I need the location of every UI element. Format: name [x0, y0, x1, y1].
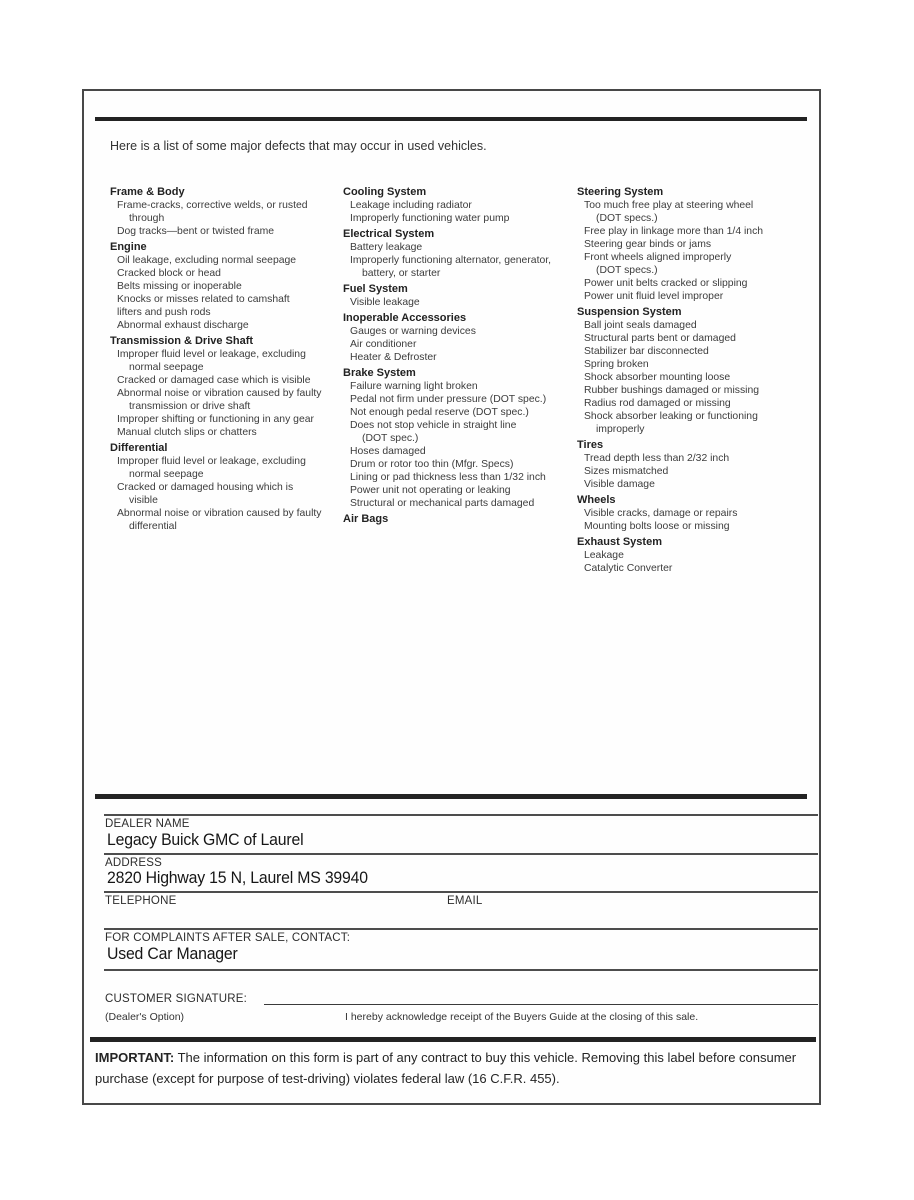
defect-item — [343, 380, 573, 393]
defect-item — [110, 348, 336, 374]
dealers-option-note: (Dealer's Option) — [105, 1011, 185, 1023]
telephone-top-line — [104, 891, 818, 893]
defect-item — [110, 254, 336, 267]
defect-item — [110, 225, 336, 238]
defect-item — [343, 241, 573, 254]
buyers-guide-back-page — [82, 89, 821, 1105]
dealer-section-divider-rule — [95, 794, 807, 799]
defect-item-line: Battery leakage — [350, 242, 423, 253]
section-title: Frame & Body — [110, 186, 185, 198]
defect-item-line: Cracked or damaged housing which is — [117, 482, 294, 493]
defect-item-line: Tread depth less than 2/32 inch — [584, 453, 730, 464]
defect-section — [110, 241, 336, 332]
customer-signature-label: CUSTOMER SIGNATURE: — [105, 993, 248, 1005]
section-title: Engine — [110, 241, 147, 253]
section-title: Fuel System — [343, 283, 408, 295]
defect-item-line: Hoses damaged — [350, 446, 426, 457]
defect-item — [110, 507, 336, 533]
defect-item — [110, 387, 336, 413]
defect-section — [343, 513, 573, 526]
section-title: Suspension System — [577, 306, 682, 318]
important-text: The information on this form is part of any contract to buy this vehicle. Removing this label before consumer purchase (except for purpose of test-driving) violates federal law (16 C.F.R. 455). — [95, 1050, 797, 1086]
defect-item-line: Structural or mechanical parts damaged — [350, 498, 535, 509]
complaints-contact-value: Used Car Manager — [107, 944, 238, 963]
defect-item-line: Ball joint seals damaged — [584, 320, 697, 331]
section-title: Wheels — [577, 494, 616, 506]
defect-item-line: Steering gear binds or jams — [584, 239, 712, 250]
defect-item — [577, 410, 817, 436]
defect-item-line: Improper shifting or functioning in any gear — [117, 414, 314, 425]
defect-item-line: Not enough pedal reserve (DOT spec.) — [350, 407, 529, 418]
defect-item-line: Visible damage — [584, 479, 655, 490]
defect-section — [577, 494, 817, 533]
defect-item-line: Power unit not operating or leaking — [350, 485, 511, 496]
defect-item — [110, 199, 336, 225]
section-title: Electrical System — [343, 228, 435, 240]
defect-item-line: Knocks or misses related to camshaft — [117, 294, 290, 305]
defect-item — [343, 254, 573, 280]
defect-item-line: Belts missing or inoperable — [117, 281, 242, 292]
defect-item-line: Power unit belts cracked or slipping — [584, 278, 748, 289]
defect-item — [577, 371, 817, 384]
defect-item-line: Gauges or warning devices — [350, 326, 476, 337]
defect-item-line: Abnormal exhaust discharge — [117, 320, 249, 331]
defect-item — [343, 419, 573, 445]
defect-item-wrap-line: lifters and push rods — [117, 307, 211, 318]
defect-item — [343, 497, 573, 510]
complaints-top-line — [104, 928, 818, 930]
section-title: Air Bags — [343, 513, 389, 525]
defect-item — [577, 277, 817, 290]
address-label: ADDRESS — [105, 857, 162, 869]
defect-item — [577, 199, 817, 225]
defect-item — [343, 351, 573, 364]
defect-item-line: Dog tracks—bent or twisted frame — [117, 226, 275, 237]
important-divider-rule — [90, 1037, 816, 1042]
defect-item-line: Radius rod damaged or missing — [584, 398, 731, 409]
defect-item — [577, 507, 817, 520]
defect-item — [577, 397, 817, 410]
defect-item-line: Frame-cracks, corrective welds, or rusted — [117, 200, 308, 211]
defect-item — [343, 484, 573, 497]
defect-item-line: Cracked or damaged case which is visible — [117, 375, 311, 386]
dealer-name-label: DEALER NAME — [105, 818, 190, 830]
top-divider-rule — [95, 117, 807, 121]
defect-item-line: Leakage — [584, 550, 624, 561]
defect-section — [110, 335, 336, 439]
defect-section — [577, 186, 817, 303]
address-top-line — [104, 853, 818, 855]
defect-item — [577, 452, 817, 465]
defect-item-line: Power unit fluid level improper — [584, 291, 724, 302]
defect-section — [577, 439, 817, 491]
defect-item-line: Leakage including radiator — [350, 200, 472, 211]
defect-section — [110, 442, 336, 533]
defect-item — [343, 445, 573, 458]
defect-item-line: Mounting bolts loose or missing — [584, 521, 730, 532]
defect-item — [577, 345, 817, 358]
defect-item — [577, 290, 817, 303]
defect-item-wrap-line: battery, or starter — [362, 268, 441, 279]
defect-item-wrap-line: transmission or drive shaft — [129, 401, 251, 412]
defect-item — [110, 455, 336, 481]
defect-item-line: Visible leakage — [350, 297, 420, 308]
defect-item-line: Improper fluid level or leakage, excluding — [117, 349, 306, 360]
defect-item — [343, 406, 573, 419]
defect-item — [110, 293, 336, 319]
defect-item-wrap-line: (DOT specs.) — [596, 213, 658, 224]
section-title: Inoperable Accessories — [343, 312, 467, 324]
defect-item-line: Front wheels aligned improperly — [584, 252, 732, 263]
defect-section — [343, 228, 573, 280]
defects-column-2 — [343, 186, 573, 526]
defect-item-wrap-line: visible — [129, 495, 158, 506]
defect-item-line: Stabilizer bar disconnected — [584, 346, 709, 357]
defect-item-line: Visible cracks, damage or repairs — [584, 508, 738, 519]
defect-item-line: Spring broken — [584, 359, 649, 370]
defect-section — [343, 312, 573, 364]
section-title: Steering System — [577, 186, 664, 198]
defect-item — [110, 426, 336, 439]
address-value: 2820 Highway 15 N, Laurel MS 39940 — [107, 868, 368, 887]
section-title: Cooling System — [343, 186, 427, 198]
defect-section — [110, 186, 336, 238]
complaints-bottom-line — [104, 969, 818, 971]
dealer-name-top-line — [104, 814, 818, 816]
defect-section — [343, 367, 573, 510]
defect-item-line: Pedal not firm under pressure (DOT spec.) — [350, 394, 547, 405]
defect-item — [577, 358, 817, 371]
defect-item-line: Abnormal noise or vibration caused by faulty — [117, 508, 322, 519]
defect-item-line: Improperly functioning alternator, generator, — [350, 255, 552, 266]
defect-item-wrap-line: improperly — [596, 424, 645, 435]
defect-item — [110, 481, 336, 507]
defect-item — [577, 225, 817, 238]
defect-item-line: Sizes mismatched — [584, 466, 669, 477]
defect-item-wrap-line: (DOT spec.) — [362, 433, 419, 444]
defect-section — [577, 306, 817, 436]
defect-item — [577, 549, 817, 562]
defect-item-line: Shock absorber mounting loose — [584, 372, 731, 383]
defect-item-line: Heater & Defroster — [350, 352, 437, 363]
section-title: Transmission & Drive Shaft — [110, 335, 254, 347]
defect-item-line: Manual clutch slips or chatters — [117, 427, 257, 438]
complaints-contact-label: FOR COMPLAINTS AFTER SALE, CONTACT: — [105, 932, 351, 944]
defect-item — [577, 465, 817, 478]
defect-item — [343, 338, 573, 351]
telephone-label: TELEPHONE — [105, 895, 177, 907]
defect-item-line: Shock absorber leaking or functioning — [584, 411, 758, 422]
acknowledgement-text: I hereby acknowledge receipt of the Buyers Guide at the closing of this sale. — [345, 1011, 699, 1023]
defect-item-line: Rubber bushings damaged or missing — [584, 385, 760, 396]
defect-item — [343, 212, 573, 225]
defect-item — [577, 384, 817, 397]
defect-item — [343, 296, 573, 309]
defect-item — [110, 280, 336, 293]
signature-blank-line — [264, 1004, 818, 1005]
defect-item-line: Drum or rotor too thin (Mfgr. Specs) — [350, 459, 514, 470]
defect-item — [343, 325, 573, 338]
defect-section — [577, 536, 817, 575]
defect-item-line: Too much free play at steering wheel — [584, 200, 754, 211]
defect-item-line: Air conditioner — [350, 339, 417, 350]
defect-item — [577, 562, 817, 575]
defect-item — [110, 374, 336, 387]
defect-item — [577, 478, 817, 491]
section-title: Brake System — [343, 367, 416, 379]
defect-item-line: Abnormal noise or vibration caused by faulty — [117, 388, 322, 399]
defect-item — [577, 251, 817, 277]
defect-item — [343, 199, 573, 212]
defect-item — [577, 332, 817, 345]
defects-column-3 — [577, 186, 817, 575]
defect-item — [110, 267, 336, 280]
defect-item-line: Does not stop vehicle in straight line — [350, 420, 517, 431]
defect-item-line: Oil leakage, excluding normal seepage — [117, 255, 297, 266]
section-title: Differential — [110, 442, 168, 454]
defect-item-line: Catalytic Converter — [584, 563, 673, 574]
defect-item — [110, 319, 336, 332]
defect-item-wrap-line: through — [129, 213, 165, 224]
intro-text: Here is a list of some major defects that may occur in used vehicles. — [110, 139, 487, 153]
defect-item-wrap-line: normal seepage — [129, 469, 204, 480]
defect-item — [343, 458, 573, 471]
defect-item — [577, 319, 817, 332]
defect-item-wrap-line: (DOT specs.) — [596, 265, 658, 276]
defect-item-wrap-line: normal seepage — [129, 362, 204, 373]
defect-item-line: Failure warning light broken — [350, 381, 478, 392]
section-title: Tires — [577, 439, 604, 451]
defect-item-line: Improper fluid level or leakage, excluding — [117, 456, 306, 467]
defect-item-line: Lining or pad thickness less than 1/32 inch — [350, 472, 546, 483]
defect-item — [343, 393, 573, 406]
important-label: IMPORTANT: — [95, 1050, 175, 1065]
defect-section — [343, 283, 573, 309]
defect-item-line: Improperly functioning water pump — [350, 213, 510, 224]
defect-item — [577, 238, 817, 251]
defect-item — [343, 471, 573, 484]
defect-section — [343, 186, 573, 225]
important-notice — [95, 1047, 807, 1089]
dealer-name-value: Legacy Buick GMC of Laurel — [107, 830, 304, 849]
defect-item-wrap-line: differential — [129, 521, 177, 532]
email-label: EMAIL — [447, 895, 483, 907]
defect-item — [577, 520, 817, 533]
defect-item-line: Cracked block or head — [117, 268, 221, 279]
defect-item-line: Structural parts bent or damaged — [584, 333, 736, 344]
defect-item — [110, 413, 336, 426]
defects-column-1 — [110, 186, 336, 533]
section-title: Exhaust System — [577, 536, 662, 548]
defect-item-line: Free play in linkage more than 1/4 inch — [584, 226, 764, 237]
